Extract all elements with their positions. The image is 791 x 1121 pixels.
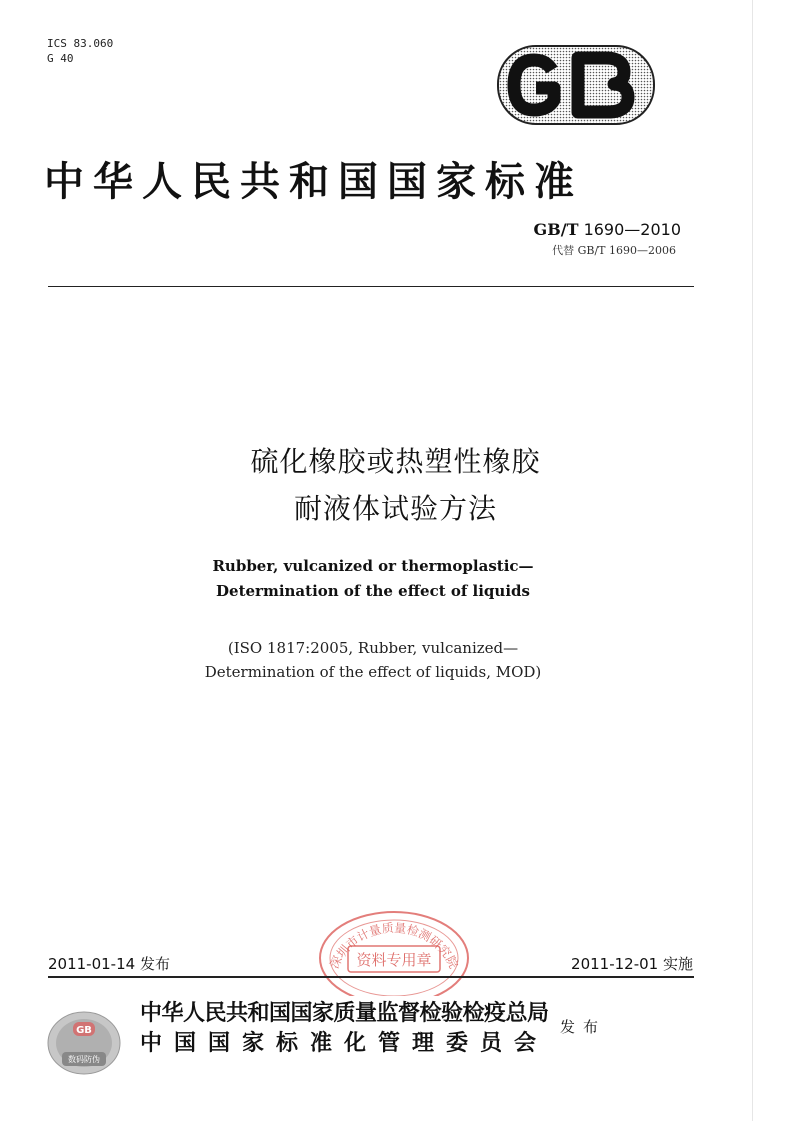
replaces-note: 代替 GB/T 1690—2006 (552, 244, 676, 257)
stamp-center-text: 资料专用章 (356, 951, 432, 969)
issuer-line2: 中国国家标准化管理委员会 (140, 1030, 549, 1056)
chinese-title-line2: 耐液体试验方法 (293, 492, 497, 525)
iso-reference-line2: Determination of the effect of liquids, MOD) (204, 663, 542, 681)
footer-divider (48, 976, 694, 978)
classification-codes (47, 36, 113, 66)
anti-counterfeit-seal (46, 1010, 122, 1076)
iso-reference-line1: (ISO 1817:2005, Rubber, vulcanized— (227, 639, 519, 657)
chinese-title-line1: 硫化橡胶或热塑性橡胶 (250, 445, 541, 478)
seal-emblem: GB (76, 1025, 92, 1036)
publish-label: 发布 (560, 1018, 607, 1036)
ics-code: ICS 83.060 (47, 37, 114, 50)
standard-code: 1690—2010 (583, 220, 681, 239)
english-title-line2: Determination of the effect of liquids (216, 582, 530, 600)
ccs-code: G 40 (47, 52, 74, 65)
implementation-date: 2011-12-01 实施 (571, 955, 693, 973)
issue-date: 2011-01-14 发布 (48, 955, 170, 973)
stamp-outer-text: 深圳市计量质量检测研究院 (327, 920, 461, 971)
english-title-line1: Rubber, vulcanized or thermoplastic— (212, 557, 534, 575)
gb-logo (496, 44, 656, 126)
red-seal-stamp (312, 906, 476, 996)
standard-prefix: GB/T (533, 220, 579, 239)
seal-label: 数码防伪 (68, 1055, 100, 1064)
standard-category-title: 中华人民共和国国家标准 (44, 158, 583, 205)
standard-number (534, 220, 681, 239)
issuer-line1: 中华人民共和国国家质量监督检验检疫总局 (140, 1000, 549, 1026)
scan-edge (752, 0, 753, 1121)
header-divider (48, 286, 694, 287)
